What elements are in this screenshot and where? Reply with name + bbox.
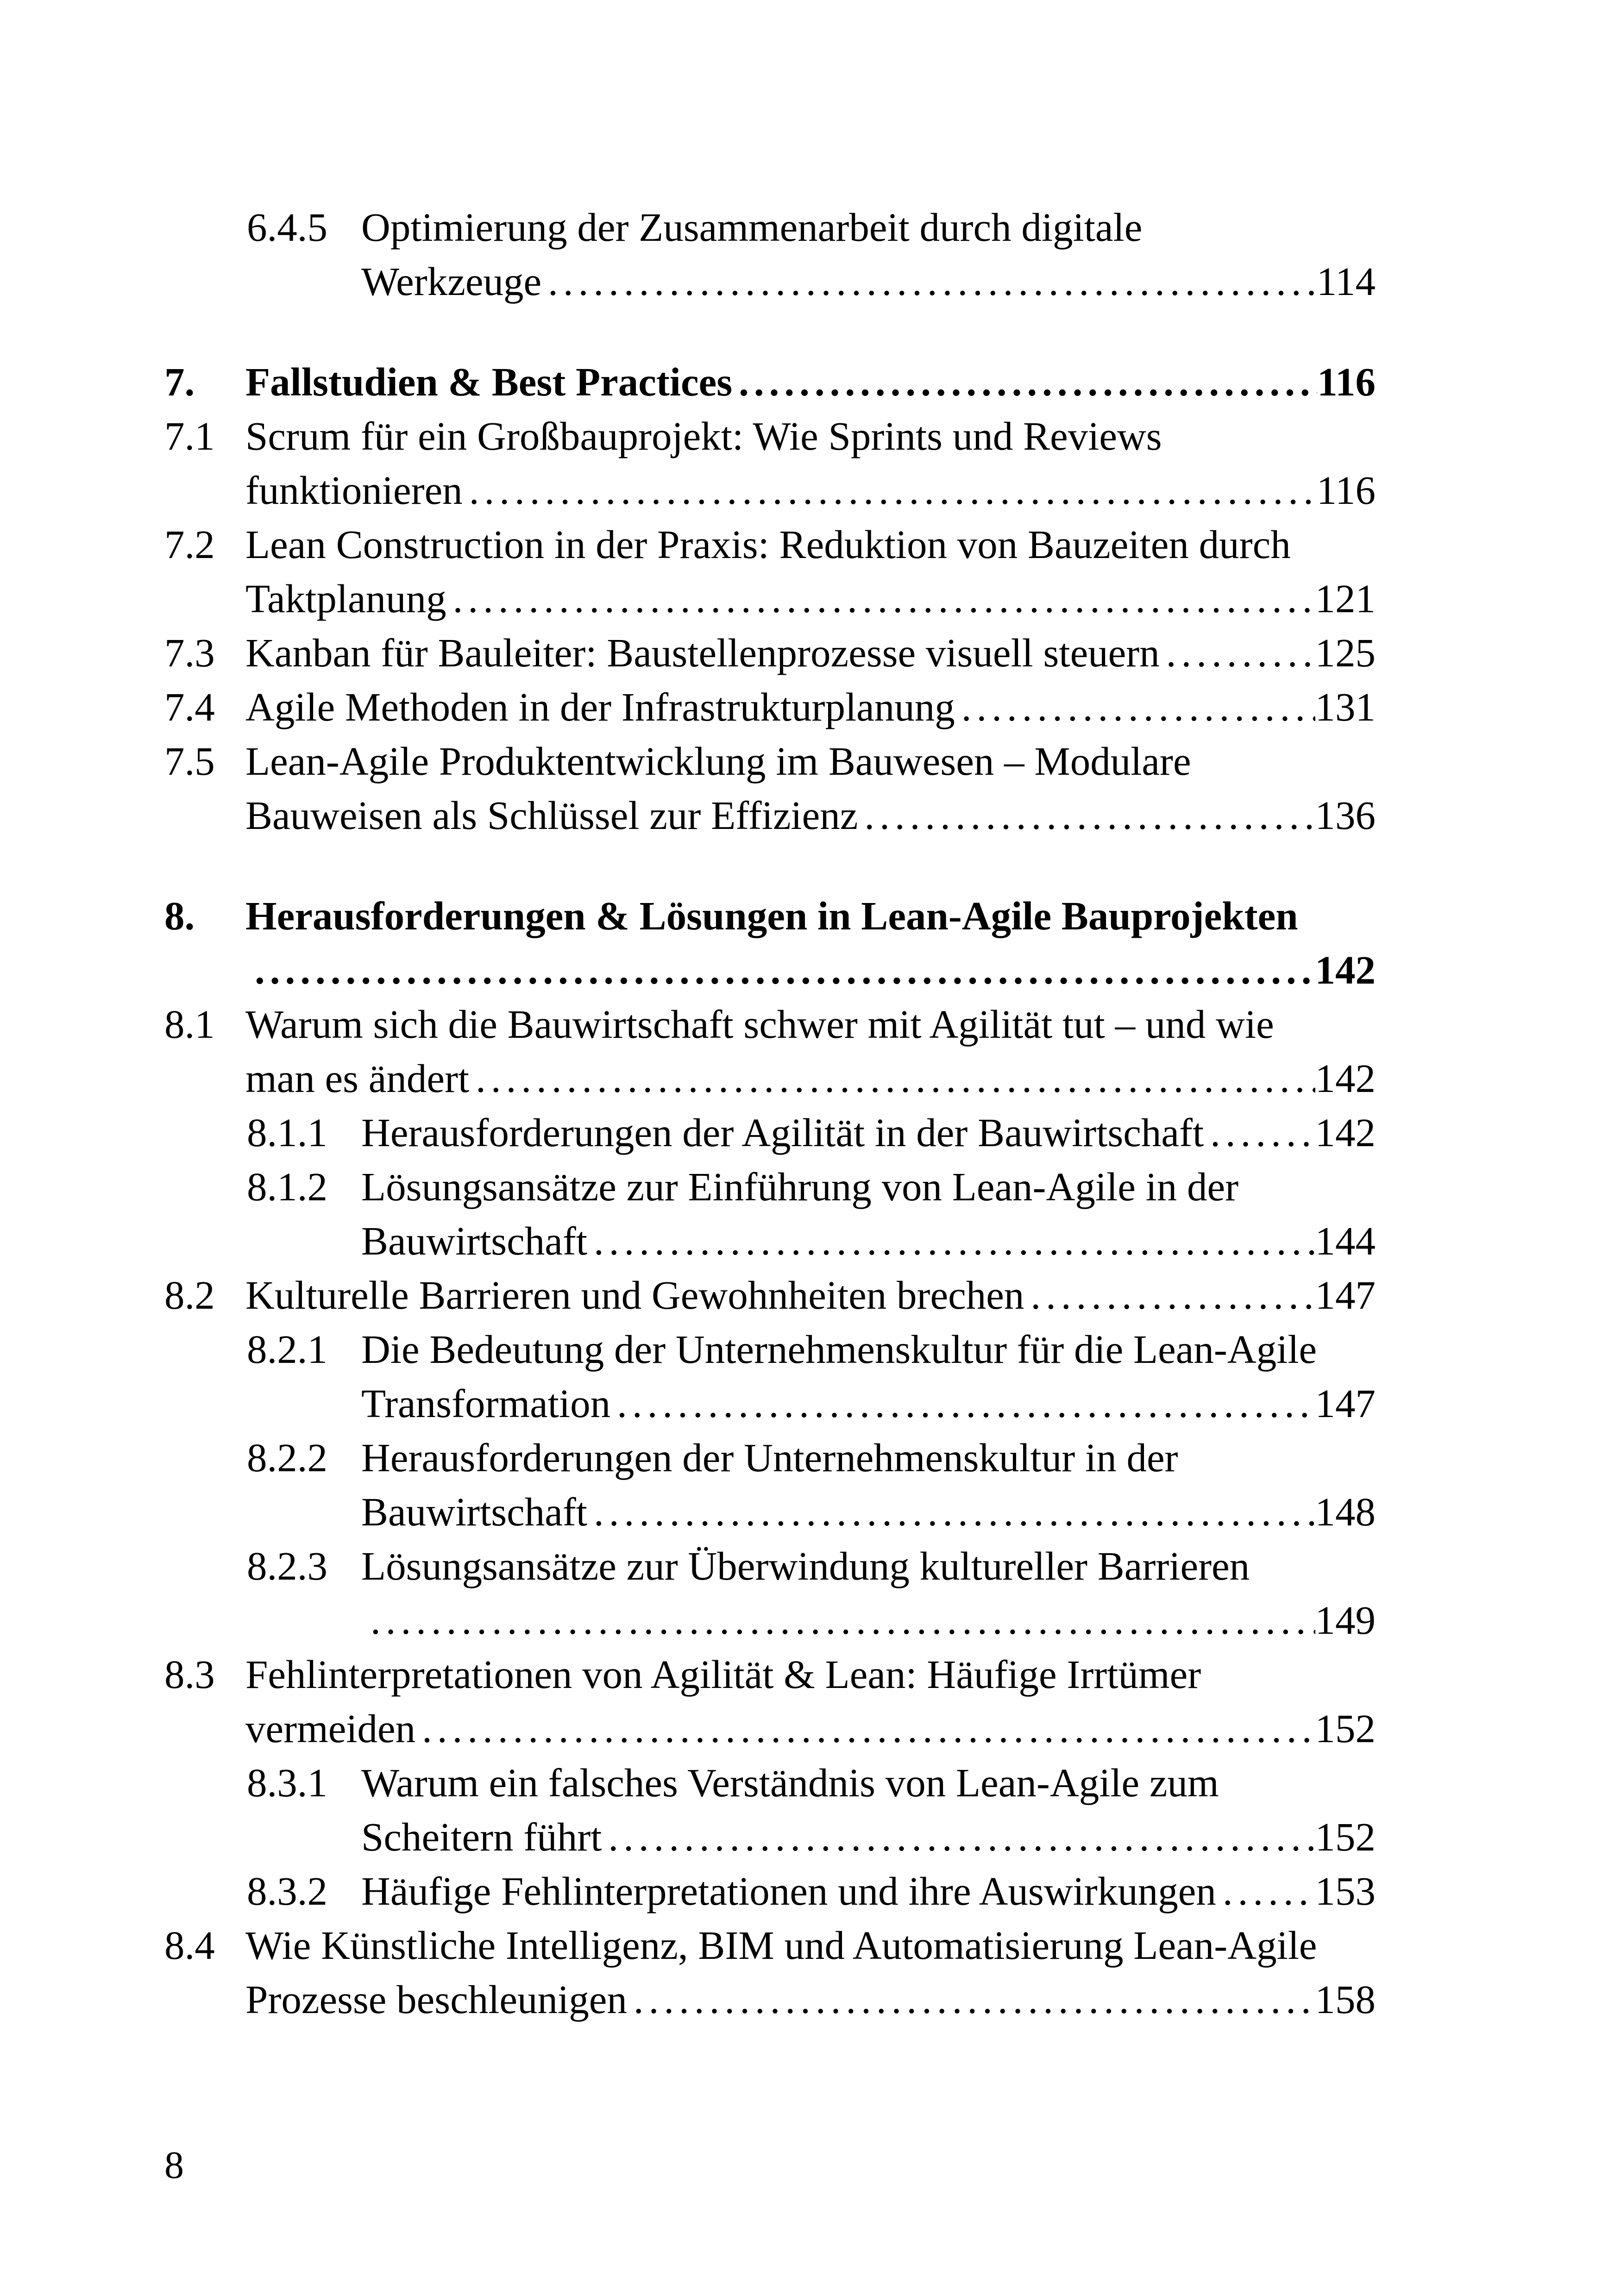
toc-page-number: 142 xyxy=(1315,1056,1376,1101)
toc-entry-text: Kanban für Bauleiter: Baustellenprozesse visuell steuern xyxy=(245,630,1160,675)
toc-entry-7-4[interactable] xyxy=(164,680,1376,734)
toc-entry-7-1[interactable] xyxy=(164,409,1376,517)
dot-leader xyxy=(594,1485,1315,1539)
dot-leader xyxy=(469,463,1317,517)
toc-page-number: 152 xyxy=(1315,1706,1376,1751)
toc-entry-number: 8.2 xyxy=(164,1273,215,1317)
toc-entry-line: Lean-Agile Produktentwicklung im Bauwesen – Modulare xyxy=(245,739,1191,784)
dot-leader xyxy=(1030,1268,1315,1322)
toc-entry-7-5[interactable] xyxy=(164,734,1376,842)
toc-entry-8-1[interactable] xyxy=(164,997,1376,1105)
toc-page-number: 136 xyxy=(1315,793,1376,838)
toc-entry-text: Transformation xyxy=(361,1381,611,1426)
dot-leader xyxy=(255,943,1315,997)
toc-page-number: 147 xyxy=(1315,1273,1376,1317)
toc-entry-last-line xyxy=(361,1485,1376,1539)
toc-entry-text: Fallstudien & Best Practices xyxy=(245,359,733,404)
toc-entry-7-3[interactable] xyxy=(164,626,1376,680)
toc-entry-body xyxy=(361,1160,1376,1268)
toc-entry-last-line xyxy=(245,788,1376,842)
toc-entry-line: Lösungsansätze zur Einführung von Lean-Agile in der xyxy=(361,1164,1239,1209)
toc-entry-last-line xyxy=(245,355,1376,409)
toc-entry-body xyxy=(245,355,1376,409)
toc-entry-8-3[interactable] xyxy=(164,1647,1376,1756)
toc-entry-8-3-2[interactable] xyxy=(164,1864,1376,1918)
toc-entry-body xyxy=(361,1105,1376,1160)
toc-entry-text: Taktplanung xyxy=(245,576,446,621)
toc-entry-line: Lösungsansätze zur Überwindung kultureller Barrieren xyxy=(361,1543,1250,1588)
toc-page-number: 114 xyxy=(1316,259,1376,304)
toc-page-number: 158 xyxy=(1315,1977,1376,2022)
toc-entry-last-line xyxy=(361,254,1376,308)
dot-leader xyxy=(422,1701,1315,1756)
toc-entry-8-1-2[interactable] xyxy=(164,1160,1376,1268)
toc-entry-number: 8.3.2 xyxy=(247,1869,327,1913)
toc-entry-line: Fehlinterpretationen von Agilität & Lean: Häufige Irrtümer xyxy=(245,1652,1201,1697)
toc-entry-text: Häufige Fehlinterpretationen und ihre Auswirkungen xyxy=(361,1869,1216,1913)
toc-page-number: 142 xyxy=(1315,1110,1376,1155)
toc-entry-8-4[interactable] xyxy=(164,1918,1376,2026)
toc-entry-8-2-3[interactable] xyxy=(164,1539,1376,1647)
toc-entry-8-1-1[interactable] xyxy=(164,1105,1376,1160)
dot-leader xyxy=(864,788,1315,842)
toc-page-number: 116 xyxy=(1317,359,1376,404)
toc-entry-text: vermeiden xyxy=(245,1706,416,1751)
toc-entry-body xyxy=(245,409,1376,517)
toc-entry-body xyxy=(245,680,1376,734)
toc-entry-line: Lean Construction in der Praxis: Reduktion von Bauzeiten durch xyxy=(245,522,1291,567)
toc-entry-body xyxy=(245,1647,1376,1756)
dot-leader xyxy=(476,1051,1315,1105)
toc-entry-number: 8.3 xyxy=(164,1652,215,1697)
toc-entry-line: Scrum für ein Großbauprojekt: Wie Sprints und Reviews xyxy=(245,414,1162,458)
dot-leader xyxy=(634,1972,1315,2026)
toc-entry-number: 7.4 xyxy=(164,684,215,729)
toc-entry-text: Agile Methoden in der Infrastrukturplanung xyxy=(245,684,955,729)
toc-entry-last-line xyxy=(245,680,1376,734)
toc-entry-number: 8.2.1 xyxy=(247,1327,327,1372)
page-footer xyxy=(164,2138,1376,2192)
toc-entry-last-line xyxy=(361,1376,1376,1430)
toc-entry-number: 7. xyxy=(164,359,195,404)
toc-entry-8[interactable] xyxy=(164,889,1376,997)
toc-entry-last-line xyxy=(245,943,1376,997)
toc-entry-line: Optimierung der Zusammenarbeit durch digitale xyxy=(361,205,1143,250)
toc-entry-last-line xyxy=(361,1214,1376,1268)
toc-entry-8-3-1[interactable] xyxy=(164,1756,1376,1864)
dot-leader xyxy=(1210,1105,1315,1160)
dot-leader xyxy=(594,1214,1315,1268)
toc-entry-line: Herausforderungen der Unternehmenskultur in der xyxy=(361,1435,1178,1480)
toc-entry-number: 8.2.3 xyxy=(247,1543,327,1588)
toc-entry-7[interactable] xyxy=(164,355,1376,409)
toc-entry-line: Wie Künstliche Intelligenz, BIM und Automatisierung Lean-Agile xyxy=(245,1923,1317,1968)
toc-entry-line: Warum sich die Bauwirtschaft schwer mit Agilität tut – und wie xyxy=(245,1002,1274,1047)
toc-entry-number: 8.2.2 xyxy=(247,1435,327,1480)
toc-entry-text: Werkzeuge xyxy=(361,259,542,304)
dot-leader xyxy=(961,680,1315,734)
toc-entry-body xyxy=(361,1322,1376,1430)
dot-leader xyxy=(617,1376,1315,1430)
toc-entry-last-line xyxy=(361,1593,1376,1647)
toc-entry-last-line xyxy=(245,1701,1376,1756)
toc-entry-text: Kulturelle Barrieren und Gewohnheiten brechen xyxy=(245,1273,1024,1317)
toc-entry-body xyxy=(361,1539,1376,1647)
toc-entry-line: Herausforderungen & Lösungen in Lean-Agile Bauprojekten xyxy=(245,893,1298,938)
toc-entry-body xyxy=(245,1918,1376,2026)
toc-entry-last-line xyxy=(245,1051,1376,1105)
toc-page-number: 147 xyxy=(1315,1381,1376,1426)
toc-entry-number: 7.5 xyxy=(164,739,215,784)
toc-page-number: 125 xyxy=(1315,630,1376,675)
toc-page-number: 121 xyxy=(1315,576,1376,621)
toc-entry-text: Scheitern führt xyxy=(361,1814,602,1859)
toc-entry-text: Bauweisen als Schlüssel zur Effizienz xyxy=(245,793,858,838)
toc-entry-last-line xyxy=(245,1972,1376,2026)
toc-entry-number: 8.1.1 xyxy=(247,1110,327,1155)
footer-page-number: 8 xyxy=(164,2144,184,2187)
toc-entry-body xyxy=(245,997,1376,1105)
toc-page-number: 153 xyxy=(1315,1869,1376,1913)
toc-entry-line: Warum ein falsches Verständnis von Lean-Agile zum xyxy=(361,1760,1219,1805)
toc-entry-number: 7.1 xyxy=(164,414,215,458)
toc-page-number: 131 xyxy=(1315,684,1376,729)
toc-entry-line: Die Bedeutung der Unternehmenskultur für die Lean-Agile xyxy=(361,1327,1317,1372)
toc-entry-body xyxy=(361,1430,1376,1539)
dot-leader xyxy=(371,1593,1315,1647)
toc-entry-7-2[interactable] xyxy=(164,517,1376,626)
toc-entry-8-2[interactable] xyxy=(164,1268,1376,1322)
toc-page-number: 148 xyxy=(1315,1489,1376,1534)
toc-entry-text: man es ändert xyxy=(245,1056,470,1101)
toc-entry-body xyxy=(245,517,1376,626)
dot-leader xyxy=(608,1810,1315,1864)
toc-entry-number: 7.3 xyxy=(164,630,215,675)
toc-entry-number: 8.1.2 xyxy=(247,1164,327,1209)
toc-entry-last-line xyxy=(245,1268,1376,1322)
dot-leader xyxy=(548,254,1317,308)
table-of-contents xyxy=(164,200,1376,2026)
toc-entry-body xyxy=(361,200,1376,308)
toc-entry-text: Bauwirtschaft xyxy=(361,1218,588,1263)
dot-leader xyxy=(1223,1864,1315,1918)
toc-entry-8-2-1[interactable] xyxy=(164,1322,1376,1430)
toc-entry-body xyxy=(245,889,1376,997)
toc-entry-text: Prozesse beschleunigen xyxy=(245,1977,627,2022)
toc-entry-body xyxy=(361,1756,1376,1864)
toc-page-number: 142 xyxy=(1315,947,1376,992)
toc-entry-6-4-5[interactable] xyxy=(164,200,1376,308)
toc-entry-body xyxy=(361,1864,1376,1918)
toc-entry-last-line xyxy=(245,571,1376,626)
toc-entry-body xyxy=(245,626,1376,680)
toc-entry-number: 8.4 xyxy=(164,1923,215,1968)
toc-entry-number: 8.1 xyxy=(164,1002,215,1047)
toc-entry-number: 7.2 xyxy=(164,522,215,567)
toc-entry-body xyxy=(245,1268,1376,1322)
toc-entry-text: Bauwirtschaft xyxy=(361,1489,588,1534)
toc-entry-8-2-2[interactable] xyxy=(164,1430,1376,1539)
toc-entry-last-line xyxy=(245,463,1376,517)
dot-leader xyxy=(453,571,1315,626)
toc-entry-last-line xyxy=(361,1810,1376,1864)
dot-leader xyxy=(1166,626,1315,680)
toc-page-number: 149 xyxy=(1315,1598,1376,1643)
toc-entry-text: Herausforderungen der Agilität in der Bauwirtschaft xyxy=(361,1110,1204,1155)
toc-entry-number: 8. xyxy=(164,893,195,938)
toc-page-number: 144 xyxy=(1315,1218,1376,1263)
toc-page-number: 152 xyxy=(1315,1814,1376,1859)
toc-entry-number: 6.4.5 xyxy=(247,205,327,250)
toc-page-number: 116 xyxy=(1316,468,1376,513)
toc-entry-last-line xyxy=(361,1864,1376,1918)
toc-entry-text: funktionieren xyxy=(245,468,463,513)
toc-entry-last-line xyxy=(361,1105,1376,1160)
dot-leader xyxy=(739,355,1317,409)
toc-entry-body xyxy=(245,734,1376,842)
toc-entry-last-line xyxy=(245,626,1376,680)
toc-entry-number: 8.3.1 xyxy=(247,1760,327,1805)
